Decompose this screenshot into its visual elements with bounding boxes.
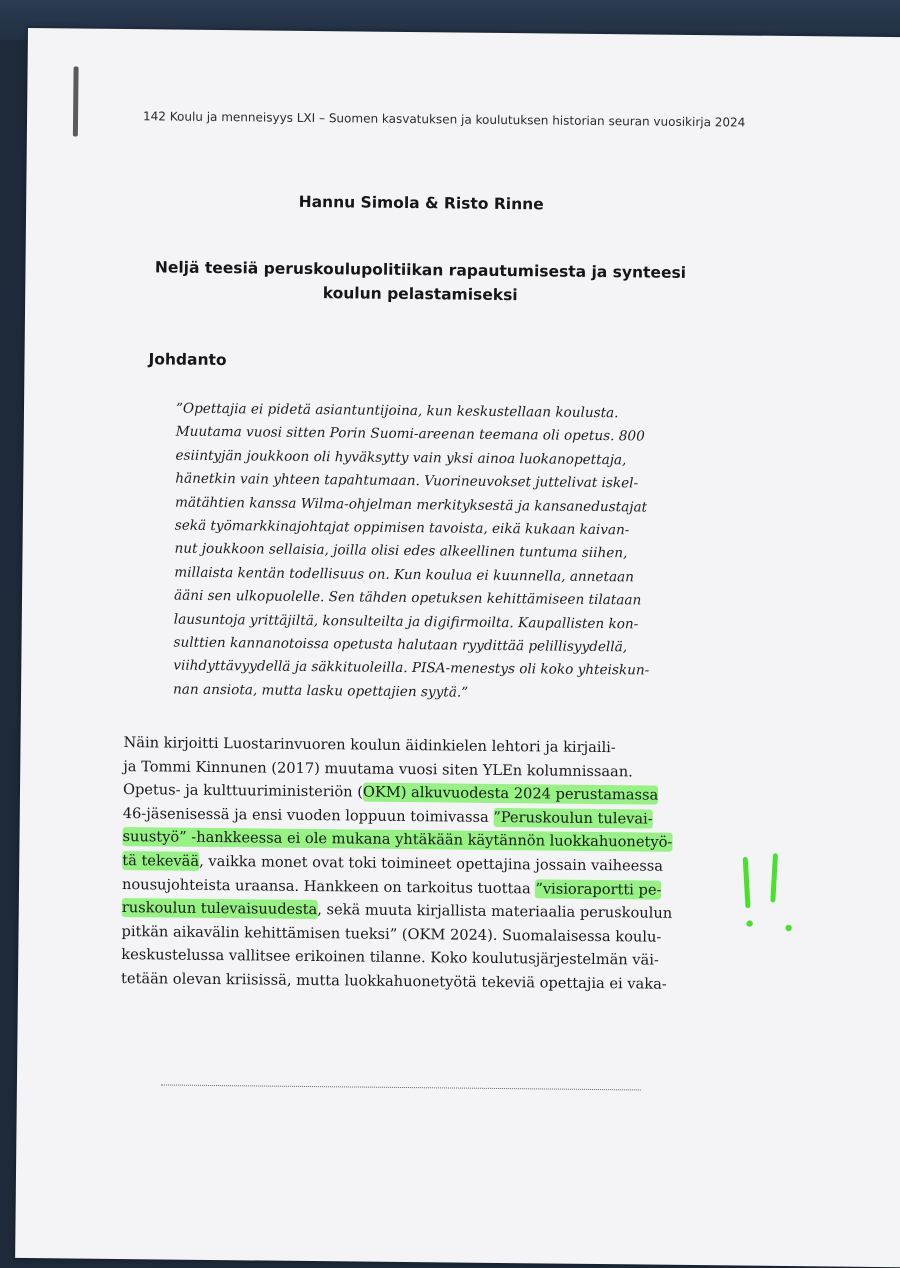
document-page xyxy=(15,28,900,1268)
quote-line: viihdyttävyydellä ja säkkituoleilla. PISA-menestys oli koko yhteiskun- xyxy=(173,658,650,680)
article-title xyxy=(95,255,745,310)
body-text: , sekä muuta kirjallista materiaalia peruskoulun xyxy=(317,901,673,922)
quote-line: nut joukkoon sellaisia, joilla olisi edes alkeellinen tuntuma siihen, xyxy=(174,541,628,562)
highlighted-text: suustyö” -hankkeessa ei ole mukana yhtäkään käytännön luokkahuonetyö- xyxy=(122,828,673,852)
section-heading: Johdanto xyxy=(148,350,227,370)
authors: Hannu Simola & Risto Rinne xyxy=(298,192,544,214)
body-line: ja Tommi Kinnunen (2017) muutama vuosi siten YLEn kolumnissaan. xyxy=(123,757,633,780)
quote-line: hänetkin vain yhteen tapahtumaan. Vuorineuvokset juttelivat iskel- xyxy=(175,470,639,492)
body-text: nousujohteista uraansa. Hankkeen on tarkoitus tuottaa xyxy=(121,875,536,897)
quote-line: esiintyjän joukkoon oli hyväksytty vain yksi ainoa luokanopettaja, xyxy=(175,447,627,469)
body-paragraph xyxy=(121,731,714,997)
quote-line: ääni sen ulkopuolelle. Sen tähden opetuksen kehittämiseen tilataan xyxy=(173,587,642,609)
body-line: pitkän aikavälin kehittämisen tueksi” (OKM 2024). Suomalaisessa koulu- xyxy=(121,922,662,946)
highlighted-text: ”visioraportti pe- xyxy=(535,879,662,899)
quote-line: mätähtien kanssa Wilma-ohjelman merkityksestä ja kansanedustajat xyxy=(174,494,648,516)
body-line: Näin kirjoitti Luostarinvuoren koulun äidinkielen lehtori ja kirjaili- xyxy=(123,734,616,757)
handwritten-exclamation-marks xyxy=(730,847,801,948)
staple xyxy=(73,66,79,136)
highlighted-text: ruskoulun tulevaisuudesta xyxy=(121,899,318,919)
quote-line: lausuntoja yrittäjiltä, konsulteilta ja digifirmoilta. Kaupallisten kon- xyxy=(173,611,639,633)
body-text: 46-jäsenisessä ja ensi vuoden loppuun toimivassa xyxy=(122,804,494,826)
footnote-rule xyxy=(161,1084,641,1090)
running-head: 142 Koulu ja menneisyys LXI – Suomen kasvatuksen ja koulutuksen historian seuran vuosikirja 2024 xyxy=(143,109,746,130)
quote-line: sekä työmarkkinajohtajat oppimisen tavoista, eikä kukaan kaivan- xyxy=(174,517,630,539)
quote-line: ”Opettajia ei pidetä asiantuntijoina, kun keskustellaan koulusta. xyxy=(175,400,619,422)
body-line: tetään olevan kriisissä, mutta luokkahuonetyötä tekeviä opettajia ei vaka- xyxy=(120,969,667,993)
highlighted-text: OKM) alkuvuodesta 2024 perustamassa xyxy=(362,783,659,804)
quote-line: millaista kentän todellisuus on. Kun koulua ei kuunnella, annetaan xyxy=(174,564,635,586)
quote-line: sulttien kannanotoissa opetusta halutaan ryydittää pelillisyydellä, xyxy=(173,634,628,656)
quote-line: nan ansiota, mutta lasku opettajien syytä.” xyxy=(172,681,469,701)
body-text: , vaikka monet ovat toki toimineet opettajina jossain vaiheessa xyxy=(199,852,664,875)
block-quote xyxy=(173,398,704,708)
article-title-line: Neljä teesiä peruskoulupolitiikan rapautumisesta ja synteesi xyxy=(154,258,687,282)
highlighted-text: ”Peruskoulun tulevai- xyxy=(493,808,653,828)
quote-line: Muutama vuosi sitten Porin Suomi-areenan teemana oli opetus. 800 xyxy=(175,423,645,445)
article-title-line: koulun pelastamiseksi xyxy=(322,284,518,305)
body-text: Opetus- ja kulttuuriministeriön ( xyxy=(122,781,364,801)
highlighted-text: tä tekevää xyxy=(122,852,200,870)
body-line: keskustelussa vallitsee erikoinen tilanne. Koko koulutusjärjestelmän väi- xyxy=(121,946,659,970)
